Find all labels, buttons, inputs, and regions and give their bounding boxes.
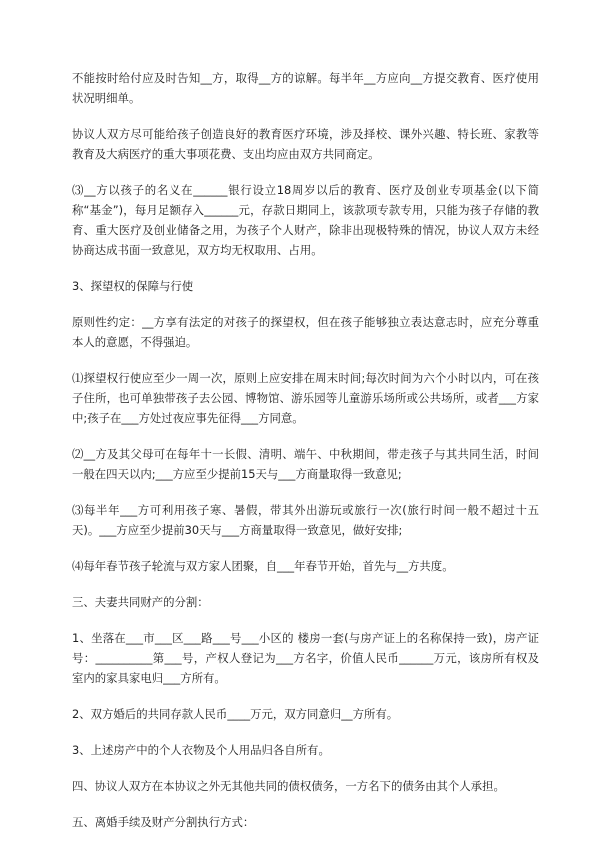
paragraph-special-fund: ⑶__方以孩子的名义在______银行设立18周岁以后的教育、医疗及创业专项基金(以下简称“基金”)，每月足额存入______元，存款日期同上，该款项专款专用，只能为孩子存储的教育、重大医疗及创业储备之用，为孩子个人财产，除非出现极特殊的情况，协议人双方未经协商达成书面一致意见，双方均无权取用、占用。	[72, 183, 539, 257]
paragraph-education-environment: 协议人双方尽可能给孩子创造良好的教育医疗环境，涉及择校、课外兴趣、特长班、家教等教育及大病医疗的重大事项花费、支出均应由双方共同商定。	[72, 127, 539, 161]
section-heading-divorce-procedure: 五、离婚手续及财产分割执行方式：	[72, 815, 255, 829]
paragraph-visitation-vacations: ⑶每半年___方可利用孩子寒、暑假，带其外出游玩或旅行一次(旅行时间一般不超过十五天)。___方应至少提前30天与___方商量取得一致意见，做好安排;	[72, 503, 539, 537]
paragraph-visitation-holidays: ⑵__方及其父母可在每年十一长假、清明、端午、中秋期间，带走孩子与其共同生活，时间一般在四天以内;___方应至少提前15天与___方商量取得一致意见;	[72, 447, 539, 481]
paragraph-real-estate: 1、坐落在___市___区___路___号___小区的 楼房一套(与房产证上的名称保持一致)，房产证号：__________第___号，产权人登记为___方名字，价值人民币______万元，该房所有权及室内的家具家电归___方所有。	[72, 631, 539, 685]
section-heading-property-division: 三、夫妻共同财产的分割：	[72, 595, 209, 609]
section-heading-visitation: 3、探望权的保障与行使	[72, 279, 194, 293]
paragraph-visitation-principle: 原则性约定：__方享有法定的对孩子的探望权，但在孩子能够独立表达意志时，应充分尊重本人的意愿，不得强迫。	[72, 315, 539, 349]
paragraph-personal-items: 3、上述房产中的个人衣物及个人用品归各自所有。	[72, 743, 330, 757]
paragraph-visitation-weekly: ⑴探望权行使应至少一周一次，原则上应安排在周末时间;每次时间为六个小时以内，可在孩子住所，也可单独带孩子去公园、博物馆、游乐园等儿童游乐场所或公共场所，或者___方家中;孩子在___方处过夜应事先征得___方同意。	[72, 371, 539, 425]
paragraph-education-notice: 不能按时给付应及时告知__方，取得__方的谅解。每半年__方应向__方提交教育、医疗使用状况明细单。	[72, 71, 539, 105]
paragraph-spring-festival: ⑷每年春节孩子轮流与双方家人团聚，自___年春节开始，首先与__方共度。	[72, 559, 454, 573]
paragraph-joint-deposit: 2、双方婚后的共同存款人民币____万元，双方同意归__方所有。	[72, 707, 399, 721]
section-heading-debts: 四、协议人双方在本协议之外无其他共同的债权债务，一方名下的债务由其个人承担。	[72, 779, 505, 793]
